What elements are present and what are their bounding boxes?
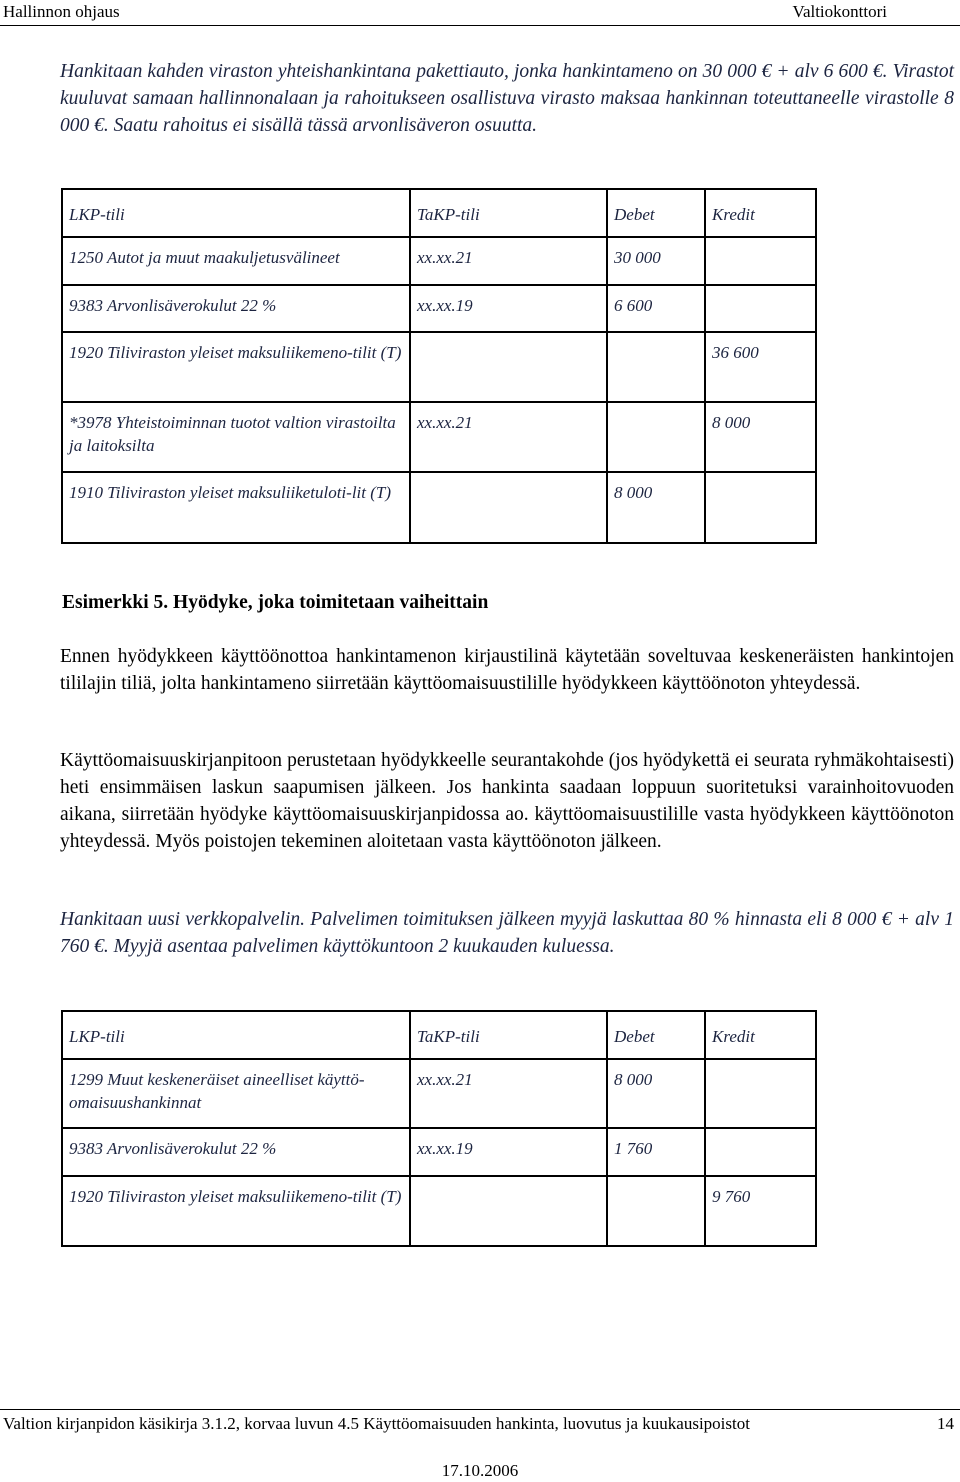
cell-takp: [417, 1177, 600, 1185]
header-rule: [0, 25, 960, 26]
cell-lkp: 1910 Tiliviraston yleiset maksuliiketuloti-lit (T): [69, 483, 392, 502]
cell-kredit: 9 760: [712, 1187, 751, 1206]
posting-table-1: [61, 188, 817, 544]
footer-date: 17.10.2006: [441, 1461, 519, 1480]
footer-document-title: Valtion kirjanpidon käsikirja 3.1.2, korvaa luvun 4.5 Käyttöomaisuuden hankinta, luovutus ja kuukausipoistot: [3, 1414, 750, 1433]
cell-kredit: [712, 286, 809, 294]
footer-rule: [0, 1409, 960, 1410]
cell-debet: [614, 1177, 698, 1185]
body-paragraph-2: Käyttöomaisuuskirjanpitoon perustetaan hyödykkeelle seurantakohde (jos hyödykettä ei seurata ryhmäkohtaisesti) heti ensimmäisen laskun saapumisen jälkeen. Jos hankinta saadaan loppuun suoritetuksi varainhoitovuoden aikana, siirretään hyödyke käyttöomaisuuskirjanpidossa ao. käyttöomaisuustilille vasta hyödykkeen käyttöönoton yhteydessä. Myös poistojen tekeminen aloitetaan vasta käyttöönoton jälkeen.: [60, 750, 954, 852]
cell-takp: xx.xx.21: [417, 1070, 473, 1089]
cell-debet: 8 000: [614, 1070, 653, 1089]
header-left-text: Hallinnon ohjaus: [3, 2, 120, 21]
cell-kredit: 8 000: [712, 413, 751, 432]
cell-kredit: [712, 473, 809, 481]
example-palvelin: Hankitaan uusi verkkopalvelin. Palvelimen toimituksen jälkeen myyjä laskuttaa 80 % hinnasta eli 8 000 € + alv 1 760 €. Myyjä asentaa palvelimen käyttökuntoon 2 kuukauden kuluessa.: [60, 909, 954, 957]
cell-takp: [417, 333, 600, 341]
cell-lkp: 1920 Tiliviraston yleiset maksuliikemeno-tilit (T): [69, 343, 402, 362]
cell-lkp: 1250 Autot ja muut maakuljetusvälineet: [69, 248, 340, 267]
col-header-debet: Debet: [607, 189, 705, 237]
cell-lkp: 9383 Arvonlisäverokulut 22 %: [69, 296, 277, 315]
cell-debet: 30 000: [614, 248, 661, 267]
cell-takp: [417, 473, 600, 481]
cell-lkp: 1299 Muut keskeneräiset aineelliset käyttö-omaisuushankinnat: [69, 1070, 365, 1112]
cell-takp: xx.xx.19: [417, 296, 473, 315]
table-row: [62, 402, 816, 472]
col-header-takp: TaKP-tili: [410, 1011, 607, 1059]
cell-debet: 8 000: [614, 483, 653, 502]
page-number: 14: [937, 1414, 954, 1433]
table-row: [62, 1128, 816, 1176]
cell-lkp: *3978 Yhteistoiminnan tuotot valtion virastoilta ja laitoksilta: [69, 413, 396, 455]
cell-kredit: [712, 238, 809, 246]
col-header-lkp: LKP-tili: [62, 189, 410, 237]
cell-debet: 1 760: [614, 1139, 653, 1158]
posting-table-2: [61, 1010, 817, 1247]
cell-lkp: 1920 Tiliviraston yleiset maksuliikemeno-tilit (T): [69, 1187, 402, 1206]
cell-takp: xx.xx.19: [417, 1139, 473, 1158]
table-header-row: [62, 189, 816, 237]
col-header-debet: Debet: [607, 1011, 705, 1059]
cell-takp: xx.xx.21: [417, 413, 473, 432]
cell-debet: [614, 333, 698, 341]
table-row: [62, 332, 816, 402]
section-heading: Esimerkki 5. Hyödyke, joka toimitetaan vaiheittain: [62, 592, 489, 613]
table-row: [62, 472, 816, 543]
page-header: [0, 0, 960, 28]
col-header-kredit: Kredit: [705, 189, 816, 237]
cell-kredit: [712, 1060, 809, 1068]
table-header-row: [62, 1011, 816, 1059]
cell-takp: xx.xx.21: [417, 248, 473, 267]
cell-kredit: [712, 1129, 809, 1137]
col-header-takp: TaKP-tili: [410, 189, 607, 237]
cell-debet: [614, 403, 698, 411]
table-row: [62, 1059, 816, 1128]
table-row: [62, 1176, 816, 1246]
cell-debet: 6 600: [614, 296, 653, 315]
col-header-kredit: Kredit: [705, 1011, 816, 1059]
body-paragraph-1: Ennen hyödykkeen käyttöönottoa hankintamenon kirjaustilinä käytetään soveltuvaa keskeneräisten hankintojen tililajin tiliä, jolta hankintameno siirretään käyttöomaisuustilille hyödykkeen käyttöönoton yhteydessä.: [60, 646, 954, 694]
col-header-lkp: LKP-tili: [62, 1011, 410, 1059]
cell-lkp: 9383 Arvonlisäverokulut 22 %: [69, 1139, 277, 1158]
table-row: [62, 237, 816, 285]
header-right-text: Valtiokonttori: [792, 2, 887, 21]
table-row: [62, 285, 816, 332]
example-paketti: Hankitaan kahden viraston yhteishankintana pakettiauto, jonka hankintameno on 30 000 € + alv 6 600 €. Virastot kuuluvat samaan hallinnonalaan ja rahoitukseen osallistuva virasto maksaa hankinnan toteuttaneelle virastolle 8 000 €. Saatu rahoitus ei sisällä tässä arvonlisäveron osuutta.: [60, 61, 954, 136]
cell-kredit: 36 600: [712, 343, 759, 362]
